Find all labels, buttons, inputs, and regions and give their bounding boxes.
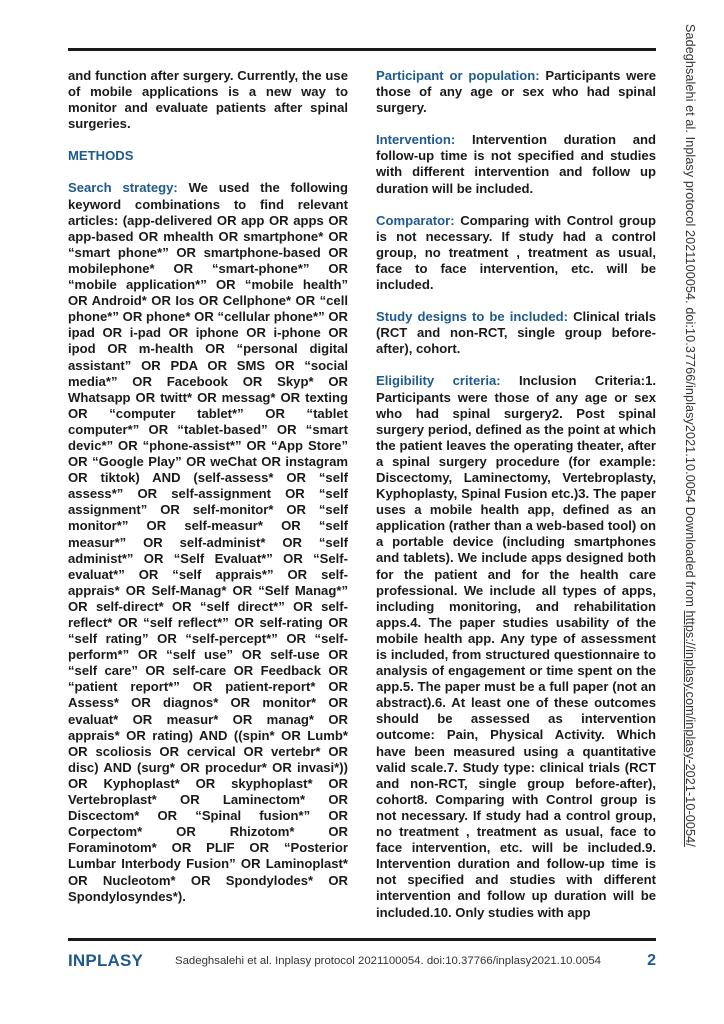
search-strategy-body: We used the following keyword combinations to find relevant articles: (app-delivered OR app OR apps OR app-based OR mhealth OR smartphone* OR “smart phone*” OR smartphone-based OR mobilephone* OR “smart-phone*” OR “mobile application*” OR “mobile health” OR Android* OR Ios OR Cellphone* OR “cell phone*” OR phone* OR “cellular phone*” OR ipad OR i-pad OR iphone OR i-phone OR ipod OR m-health OR “personal digital assistant” OR PDA OR SMS OR “social media*” OR Facebook OR Skyp* OR Whatsapp OR twitt* OR messag* OR texting OR “computer tablet*” OR “tablet computer*” OR “tablet-based” OR “smart devic*” OR “phone-assist*” OR “App Store” OR “Google Play” OR weChat OR instagram OR tiktok) AND (self-assess* OR “self assess*” OR self-assignment OR “self assignment” OR self-monitor* OR “self monitor*” OR self-measur* OR “self measur*” OR self-administ* OR “self administ*” OR “Self Evaluat*” OR “Self-evaluat*” OR “self apprais*” OR self-apprais* OR Self-Manag* OR “Self Manag*” OR self-direct* OR “self direct*” OR self-reflect* OR “self reflect*” OR self-rating OR “self rating” OR “self-percept*” OR “self-perform*” OR “self use” OR self-use OR “self care” OR self-care OR Feedback OR “patient report*” OR patient-report* OR Assess* OR diagnos* OR monitor* OR evaluat* OR measur* OR manag* OR apprais* OR rating) AND ((spin* OR Lumb* OR scoliosis OR cervical OR vertebr* OR disc) AND (surg* OR procedur* OR invasi*)) OR Kyphoplast* OR skyphoplast* OR Vertebroplast* OR Laminectom* OR Discectom* OR “Spinal fusion*” OR Corpectom* OR Rhizotom* OR Foraminotom* OR PLIF OR “Posterior Lumbar Interbody Fusion” OR Laminoplast* OR Nucleotom* OR Spondylodes* OR Spondylosyndes*). [68, 180, 348, 904]
eligibility-paragraph [376, 373, 656, 920]
header-rule [68, 48, 656, 51]
study-designs-heading: Study designs to be included: [376, 309, 568, 325]
footer-rule [68, 938, 656, 941]
intervention-body: Intervention duration and follow-up time is not specified and studies with different intervention and follow up duration will be included. [376, 132, 657, 196]
search-strategy-heading: Search strategy: [68, 180, 178, 196]
search-strategy-paragraph [68, 180, 348, 904]
left-column [68, 68, 348, 921]
page-number: 2 [647, 952, 656, 969]
intervention-heading: Intervention: [376, 132, 456, 148]
section-title-methods: METHODS [68, 148, 134, 164]
right-column [376, 68, 656, 937]
study-designs-paragraph [376, 309, 656, 357]
study-designs-body: Clinical trials (RCT and non-RCT, single group before-after), cohort. [376, 309, 657, 357]
inplasy-logo: INPLASY [68, 951, 144, 970]
intervention-paragraph [376, 132, 656, 196]
participants-paragraph [376, 68, 656, 116]
intro-paragraph: and function after surgery. Currently, the use of mobile applications is a new way to monitor and evaluate patients after spinal surgeries. [68, 68, 348, 132]
footer-citation: Sadeghsalehi et al. Inplasy protocol 2021100054. doi:10.37766/inplasy2021.10.0054 [175, 955, 602, 967]
comparator-paragraph [376, 213, 656, 293]
side-banner-text: Sadeghsalehi et al. Inplasy protocol 2021100054. doi:10.37766/inplasy2021.10.0054 Downloaded from [683, 24, 697, 611]
participants-heading: Participant or population: [376, 68, 540, 83]
side-download-banner [683, 24, 697, 924]
comparator-body: Comparing with Control group is not necessary. If study had a control group, no treatment , treatment as usual, face to face intervention, etc. will be included. [376, 212, 656, 293]
eligibility-heading: Eligibility criteria: [376, 373, 501, 389]
page-footer [68, 950, 656, 974]
eligibility-body: Inclusion Criteria:1. Participants were those of any age or sex who had spinal surgery2. Post spinal surgery period, defined as the point at which the patient leaves the operating theater, after a spinal surgery procedure (for example: Discectomy, Laminectomy, Vertebroplasty, Kyphoplasty, Spinal Fusion etc.)3. The paper uses a mobile health app, defined as an application (rather than a web-based tool) on a portable device (including smartphones and tablets). We include apps designed both for the patient and for the health care professional. We include all types of apps, including monitoring, and rehabilitation apps.4. The paper studies usability of the mobile health app. Any type of assessment is included, from structured questionnaire to analysis of engagement or time spent on the app.5. The paper must be a full paper (not an abstract).6. At least one of these outcomes should be assessed as intervention outcome: Pain, Physical Activity. Which have been measured using a quantitative valid scale.7. Study type: clinical trials (RCT and non-RCT, single group before-after), cohort8. Comparing with Control group is not necessary. If study had a control group, no treatment , treatment as usual, face to face intervention, etc. will be included.9. Intervention duration and follow-up time is not specified and studies with different intervention and follow up duration will be included.10. Only studies with app [376, 373, 656, 920]
side-banner-link[interactable]: https://inplasy.com/inplasy-2021-10-0054/ [683, 610, 697, 847]
comparator-heading: Comparator: [376, 212, 455, 228]
participants-body: Participants were those of any age or sex who had spinal surgery. [376, 68, 657, 116]
